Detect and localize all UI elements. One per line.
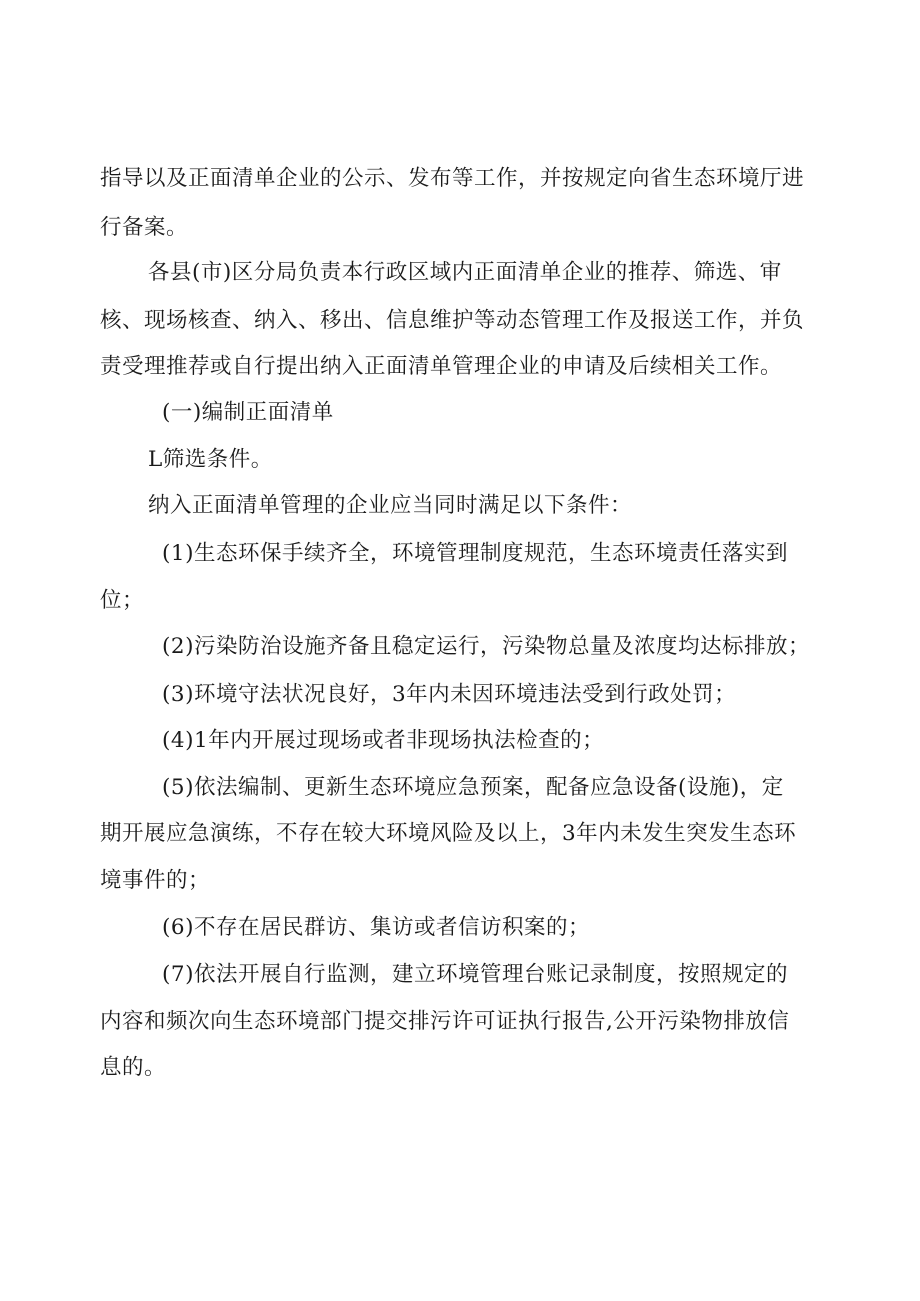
section-heading: (一)编制正面清单 <box>162 400 334 425</box>
list-item: (1)生态环保手续齐全，环境管理制度规范，生态环境责任落实到 <box>162 541 788 566</box>
text-line: 内容和频次向生态环境部门提交排污许可证执行报告,公开污染物排放信 <box>100 1009 790 1034</box>
text-line: 责受理推荐或自行提出纳入正面清单管理企业的申请及后续相关工作。 <box>100 354 783 379</box>
list-item: (3)环境守法状况良好，3年内未因环境违法受到行政处罚； <box>162 682 737 707</box>
text-line: 指导以及正面清单企业的公示、发布等工作，并按规定向省生态环境厅进 <box>100 166 805 191</box>
list-item: (7)依法开展自行监测，建立环境管理台账记录制度，按照规定的 <box>162 962 788 987</box>
list-item: (4)1年内开展过现场或者非现场执法检查的； <box>162 728 605 753</box>
text-line: 期开展应急演练，不存在较大环境风险及以上，3年内未发生突发生态环 <box>100 821 797 846</box>
text-line: 各县(市)区分局负责本行政区域内正面清单企业的推荐、筛选、审 <box>148 260 782 285</box>
text-line: 行备案。 <box>100 215 189 240</box>
text-line: 纳入正面清单管理的企业应当同时满足以下条件： <box>148 493 633 518</box>
list-item: (5)依法编制、更新生态环境应急预案，配备应急设备(设施)，定 <box>162 775 784 800</box>
text-line: 息的。 <box>100 1055 167 1080</box>
list-item: (6)不存在居民群访、集访或者信访积案的； <box>162 915 590 940</box>
text-line: 位； <box>100 588 145 613</box>
list-item: (2)污染防治设施齐备且稳定运行，污染物总量及浓度均达标排放； <box>162 634 810 659</box>
subsection-heading: L筛选条件。 <box>148 447 273 472</box>
text-line: 核、现场核查、纳入、移出、信息维护等动态管理工作及报送工作，并负 <box>100 308 805 333</box>
text-line: 境事件的； <box>100 868 211 893</box>
